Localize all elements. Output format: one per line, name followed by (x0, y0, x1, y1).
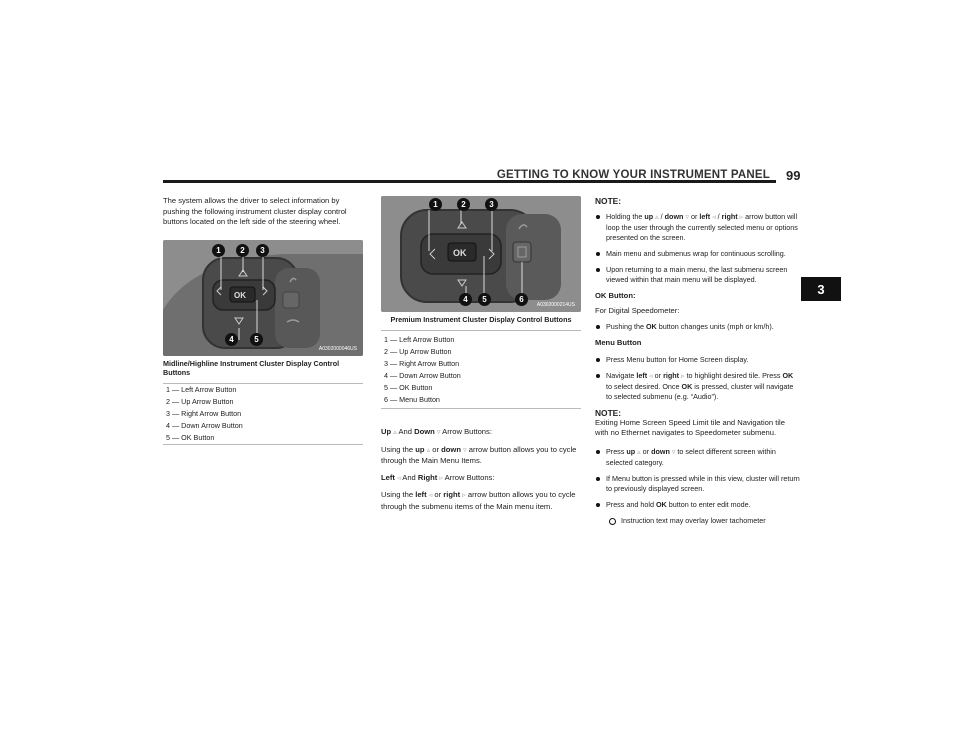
left-arrow-icon: ◃ (428, 492, 433, 500)
right-arrow-icon: ▹ (462, 492, 466, 500)
midline-figure (163, 240, 363, 356)
left-arrow-icon: ◃ (649, 372, 653, 380)
column-middle (381, 196, 581, 519)
right-arrow-icon: ▹ (739, 214, 744, 221)
list-item: 1 — Left Arrow Button (166, 384, 237, 394)
bullet-item: Navigate left ◃ or right ▹ to highlight desired tile. Press OK to select desired. Once OK is pressed, cluster will navigate to selected submenu (e.g. “Audio”). (595, 371, 800, 402)
callout-badge-1: 1 (212, 244, 225, 257)
chapter-tab: 3 (801, 277, 841, 301)
callout-badge-4: 4 (459, 293, 472, 306)
list-item: 5 — OK Button (166, 432, 215, 442)
ok-button-heading: OK Button: (595, 291, 636, 300)
callout-badge-3: 3 (256, 244, 269, 257)
down-arrow-icon: ▿ (685, 214, 689, 221)
bullet-item: Main menu and submenus wrap for continuous scrolling. (595, 249, 800, 259)
note-heading-2: NOTE: (595, 407, 622, 418)
list-item: 2 — Up Arrow Button (384, 347, 452, 356)
ok-key-label: OK (234, 290, 246, 300)
steering-wheel-controls-image (163, 240, 363, 356)
intro-paragraph: The system allows the driver to select information by pushing the following instrument cluster display control buttons located on the left side of the steering wheel. (163, 196, 347, 227)
column-right (595, 196, 800, 532)
down-arrow-icon: ▿ (436, 429, 441, 436)
up-arrow-icon: ▵ (655, 214, 659, 221)
up-arrow-icon: ▵ (393, 429, 397, 436)
callout-badge-1: 1 (429, 198, 442, 211)
note-heading: NOTE: (595, 196, 622, 206)
up-arrow-icon: ▵ (426, 446, 431, 454)
page-number: 99 (786, 168, 801, 183)
up-arrow-icon: ▵ (637, 448, 641, 456)
column-left (163, 196, 363, 445)
right-arrow-icon: ▹ (439, 474, 443, 482)
premium-figure (381, 196, 581, 312)
callout-badge-3: 3 (485, 198, 498, 211)
header-title: GETTING TO KNOW YOUR INSTRUMENT PANEL (496, 169, 770, 181)
right-arrow-icon: ▹ (681, 372, 685, 380)
callout-badge-6: 6 (515, 293, 528, 306)
figure-caption: Midline/Highline Instrument Cluster Display Control Buttons (163, 358, 340, 377)
leftright-heading: Left ◃ And Right ▹ Arrow Buttons: (381, 472, 495, 482)
bullet-item: Press Menu button for Home Screen display. (595, 355, 800, 365)
list-item: 1 — Left Arrow Button (384, 335, 455, 344)
ok-key-label: OK (453, 248, 467, 258)
bullet-item: Press up ▵ or down ▿ to select different screen within selected category. (595, 447, 800, 468)
list-item: 5 — OK Button (384, 383, 433, 392)
legend-list (163, 383, 363, 445)
updown-heading: Up ▵ And Down ▿ Arrow Buttons: (381, 427, 492, 436)
figure-code: A0302000046US (318, 345, 357, 352)
bullet-item: If Menu button is pressed while in this view, cluster will return to previously displayed screen. (595, 474, 800, 494)
hollow-circle-icon (609, 518, 616, 525)
legend-list (381, 330, 581, 409)
sub-bullet-item: Instruction text may overlay lower tachometer (595, 516, 800, 526)
figure-caption: Premium Instrument Cluster Display Control Buttons (390, 315, 572, 324)
updown-paragraph: Using the up ▵ or down ▿ arrow button allows you to cycle through the Main Menu Items. (381, 444, 577, 466)
callout-badge-2: 2 (457, 198, 470, 211)
bullet-item: Upon returning to a main menu, the last submenu screen viewed within that main menu will be displayed. (595, 265, 800, 285)
callout-badge-5: 5 (478, 293, 491, 306)
bullet-item: Press and hold OK button to enter edit mode. (595, 500, 800, 510)
callout-badge-2: 2 (236, 244, 249, 257)
list-item: 6 — Menu Button (384, 395, 440, 404)
menu-button-heading: Menu Button (595, 338, 642, 348)
callout-badge-5: 5 (250, 333, 263, 346)
list-item: 3 — Right Arrow Button (384, 359, 460, 368)
leftright-paragraph: Using the left ◃ or right ▹ arrow button allows you to cycle through the submenu items of the Main menu item. (381, 490, 576, 511)
left-arrow-icon: ◃ (397, 474, 401, 482)
list-item: 3 — Right Arrow Button (166, 408, 242, 418)
list-item: 2 — Up Arrow Button (166, 396, 234, 406)
bullet-item: Pushing the OK button changes units (mph or km/h). (595, 322, 800, 332)
left-arrow-icon: ◃ (712, 214, 716, 221)
ok-button-subheading: For Digital Speedometer: (595, 305, 680, 315)
list-item: 4 — Down Arrow Button (166, 420, 243, 430)
note-text: Exiting Home Screen Speed Limit tile and Navigation tile with no Ethernet navigates to Speedometer submenu. (595, 417, 785, 438)
down-arrow-icon: ▿ (671, 448, 676, 456)
list-item: 4 — Down Arrow Button (384, 371, 461, 380)
figure-code: A0302000214US (536, 302, 575, 308)
bullet-item: Holding the up ▵ / down ▿ or left ◃ / right ▹ arrow button will loop the user through the currently selected menu or options presented on the screen. (595, 212, 800, 243)
down-arrow-icon: ▿ (463, 446, 467, 454)
callout-badge-4: 4 (225, 333, 238, 346)
